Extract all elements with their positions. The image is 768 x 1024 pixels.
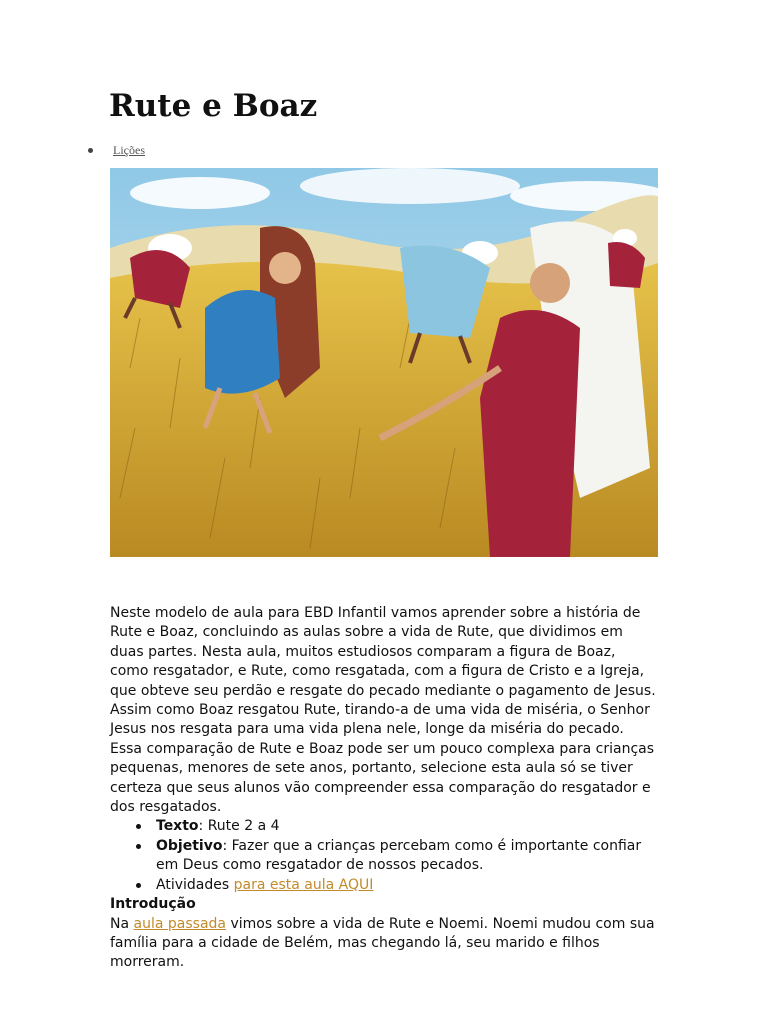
atividades-prefix: Atividades <box>156 876 234 893</box>
hero-illustration <box>110 168 658 557</box>
list-item-atividades <box>156 876 658 895</box>
article-body <box>110 604 658 973</box>
objetivo-value: : Fazer que a crianças percebam como é importante confiar em Deus como resgatador de nossos pecados. <box>156 837 642 874</box>
list-item-texto <box>156 817 658 836</box>
category-link-licoes[interactable]: Lições <box>113 143 145 157</box>
previous-lesson-link[interactable]: aula passada <box>133 915 226 932</box>
page-title: Rute e Boaz <box>109 88 318 124</box>
category-item <box>88 143 145 158</box>
intro-section-paragraph <box>110 915 658 973</box>
texto-value: : Rute 2 a 4 <box>198 818 280 835</box>
bullet-dot-icon <box>88 148 93 153</box>
category-list <box>88 143 145 158</box>
texto-label: Texto <box>156 818 199 835</box>
lesson-info-list <box>110 817 658 895</box>
list-item-objetivo <box>156 837 658 876</box>
objetivo-label: Objetivo <box>156 837 223 854</box>
intro-rest: vimos sobre a vida de Rute e Noemi. Noemi mudou com sua família para a cidade de Belém, mas chegando lá, seu marido e filhos morreram. <box>110 915 655 971</box>
intro-paragraph: Neste modelo de aula para EBD Infantil vamos aprender sobre a história de Rute e Boaz, concluindo as aulas sobre a vida de Rute, que dividimos em duas partes. Nesta aula, muitos estudiosos comparam a figura de Boaz, como resgatador, e Rute, como resgatada, com a figura de Cristo e a Igreja, que obteve seu perdão e resgate do pecado mediante o pagamento de Jesus. Assim como Boaz resgatou Rute, tirando-a de uma vida de miséria, o Senhor Jesus nos resgata para uma vida plena nele, longe da miséria do pecado. Essa comparação de Rute e Boaz pode ser um pouco complexa para crianças pequenas, menores de sete anos, portanto, selecione esta aula só se tiver certeza que seus alunos vão compreender essa comparação do resgatador e dos resgatados. <box>110 605 656 816</box>
intro-heading: Introdução <box>110 896 196 913</box>
intro-prefix: Na <box>110 915 134 932</box>
atividades-link[interactable]: para esta aula AQUI <box>233 876 374 893</box>
